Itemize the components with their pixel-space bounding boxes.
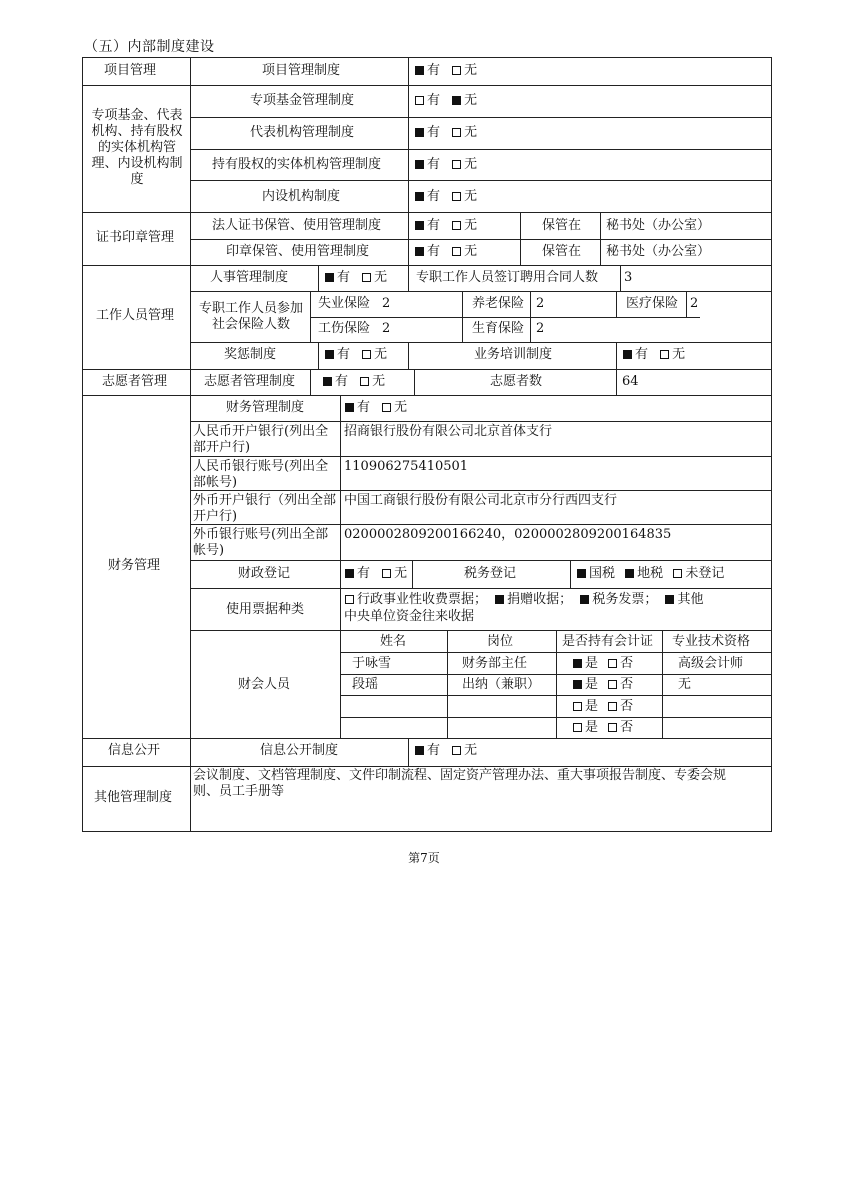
column-qualification: 专业技术资格 (672, 634, 751, 649)
insurance-label: 专职工作人员参加社会保险人数 (198, 301, 303, 332)
rmb-bank: 招商银行股份有限公司北京首体支行 (344, 424, 553, 439)
column-cert: 是否持有会计证 (562, 634, 654, 649)
checkbox-empty-icon (345, 595, 354, 604)
other-policies-text: 会议制度、文档管理制度、文件印制流程、固定资产管理办法、重大事项报告制度、专委会规则、员工手册等 (193, 768, 727, 799)
checkbox-empty-icon (573, 702, 582, 711)
checkbox-empty-icon (452, 128, 461, 137)
section-other: 其他管理制度 (94, 790, 173, 805)
checkbox-empty-icon (360, 377, 369, 386)
section-volunteer: 志愿者管理 (102, 374, 168, 389)
checkbox-empty-icon (660, 350, 669, 359)
checkbox-checked-icon (415, 221, 424, 230)
person-post: 出纳（兼职） (462, 677, 541, 692)
equity-entity-option: 有 无 (414, 157, 477, 173)
contract-count: 3 (624, 270, 633, 285)
disclosure-policy-option: 有 无 (414, 743, 477, 759)
volunteer-count-label: 志愿者数 (490, 374, 543, 389)
bill-option-central: 中央单位资金往来收据 (344, 609, 475, 624)
fx-bank: 中国工商银行股份有限公司北京市分行西四支行 (344, 493, 618, 508)
checkbox-empty-icon (452, 247, 461, 256)
checkbox-empty-icon (452, 221, 461, 230)
checkbox-checked-icon (345, 403, 354, 412)
rmb-bank-label: 人民币开户银行(列出全部开户行) (193, 424, 329, 455)
checkbox-checked-icon (573, 680, 582, 689)
maternity-value: 2 (536, 321, 545, 336)
bill-options: 行政事业性收费票据； 捐赠收据； 税务发票； 其他 (344, 592, 703, 608)
medical-label: 医疗保险 (626, 296, 679, 311)
seal-policy-label: 印章保管、使用管理制度 (226, 244, 370, 259)
section-cert: 证书印章管理 (96, 230, 175, 245)
hr-policy-option: 有 无 (324, 270, 387, 286)
fx-account: 0200002809200166240，0200002809200164835 (344, 527, 672, 542)
fiscal-label: 财政登记 (238, 566, 291, 581)
contract-label: 专职工作人员签订聘用合同人数 (416, 270, 599, 285)
checkbox-checked-icon (452, 96, 461, 105)
rep-office-label: 代表机构管理制度 (250, 125, 355, 140)
finance-policy-label: 财务管理制度 (226, 400, 305, 415)
rep-office-option: 有 无 (414, 125, 477, 141)
tax-label: 税务登记 (464, 566, 517, 581)
checkbox-empty-icon (452, 66, 461, 75)
checkbox-checked-icon (623, 350, 632, 359)
fx-bank-label: 外币开户银行（列出全部开户行) (193, 493, 337, 524)
training-policy-label: 业务培训制度 (474, 347, 553, 362)
special-fund-option: 有 无 (414, 93, 477, 109)
page-heading: （五）内部制度建设 (84, 39, 215, 55)
checkbox-empty-icon (382, 403, 391, 412)
person-qualification: 无 (678, 677, 692, 692)
column-name: 姓名 (380, 634, 407, 649)
column-post: 岗位 (487, 634, 514, 649)
volunteer-policy-label: 志愿者管理制度 (204, 374, 296, 389)
checkbox-checked-icon (325, 273, 334, 282)
person-cert: 是 否 (572, 699, 633, 715)
page-number: 第7页 (408, 851, 440, 865)
person-qualification: 高级会计师 (678, 656, 744, 671)
hr-policy-label: 人事管理制度 (210, 270, 289, 285)
person-name: 于咏雪 (352, 656, 392, 671)
person-cert: 是 否 (572, 677, 633, 693)
checkbox-empty-icon (673, 569, 682, 578)
checkbox-checked-icon (495, 595, 504, 604)
cert-keeper: 秘书处（办公室） (606, 218, 711, 233)
checkbox-checked-icon (415, 247, 424, 256)
checkbox-empty-icon (608, 702, 617, 711)
unemployment-label: 失业保险 (318, 296, 371, 311)
seal-keeper-label: 保管在 (542, 244, 582, 259)
checkbox-empty-icon (608, 723, 617, 732)
rmb-account-label: 人民币银行账号(列出全部帐号) (193, 459, 329, 490)
project-policy-label: 项目管理制度 (262, 63, 341, 78)
person-name: 段瑶 (352, 677, 379, 692)
checkbox-checked-icon (415, 746, 424, 755)
checkbox-empty-icon (415, 96, 424, 105)
person-post: 财务部主任 (462, 656, 528, 671)
checkbox-empty-icon (382, 569, 391, 578)
section-staff: 工作人员管理 (96, 308, 175, 323)
checkbox-empty-icon (452, 192, 461, 201)
checkbox-checked-icon (580, 595, 589, 604)
rmb-account: 110906275410501 (344, 459, 469, 474)
injury-label: 工伤保险 (318, 321, 371, 336)
internal-org-label: 内设机构制度 (262, 189, 341, 204)
section-special: 专项基金、代表机构、持有股权的实体机构管理、内设机构制度 (91, 108, 183, 187)
reward-policy-label: 奖惩制度 (224, 347, 277, 362)
reward-policy-option: 有 无 (324, 347, 387, 363)
training-policy-option: 有 无 (622, 347, 685, 363)
tax-option: 国税 地税 未登记 (576, 566, 724, 582)
checkbox-checked-icon (573, 659, 582, 668)
pension-value: 2 (536, 296, 545, 311)
equity-entity-label: 持有股权的实体机构管理制度 (212, 157, 382, 172)
checkbox-checked-icon (577, 569, 586, 578)
checkbox-empty-icon (362, 273, 371, 282)
volunteer-policy-option: 有 无 (322, 374, 385, 390)
disclosure-policy-label: 信息公开制度 (260, 743, 339, 758)
fiscal-option: 有 无 (344, 566, 407, 582)
checkbox-checked-icon (415, 66, 424, 75)
maternity-label: 生育保险 (472, 321, 525, 336)
checkbox-empty-icon (608, 680, 617, 689)
checkbox-checked-icon (323, 377, 332, 386)
section-finance: 财务管理 (108, 558, 161, 573)
volunteer-count: 64 (622, 374, 639, 389)
medical-value: 2 (690, 296, 699, 311)
person-cert: 是 否 (572, 720, 633, 736)
internal-org-option: 有 无 (414, 189, 477, 205)
fx-account-label: 外币银行账号(列出全部帐号) (193, 527, 329, 558)
cert-keeper-label: 保管在 (542, 218, 582, 233)
accounting-label: 财会人员 (238, 677, 291, 692)
checkbox-checked-icon (415, 160, 424, 169)
checkbox-empty-icon (452, 746, 461, 755)
checkbox-checked-icon (345, 569, 354, 578)
person-cert: 是 否 (572, 656, 633, 672)
pension-label: 养老保险 (472, 296, 525, 311)
finance-policy-option: 有 无 (344, 400, 407, 416)
project-policy-option: 有 无 (414, 63, 477, 79)
unemployment-value: 2 (382, 296, 391, 311)
section-project: 项目管理 (104, 63, 157, 78)
cert-policy-option: 有 无 (414, 218, 477, 234)
checkbox-checked-icon (325, 350, 334, 359)
checkbox-empty-icon (573, 723, 582, 732)
checkbox-empty-icon (608, 659, 617, 668)
checkbox-empty-icon (362, 350, 371, 359)
seal-policy-option: 有 无 (414, 244, 477, 260)
checkbox-checked-icon (665, 595, 674, 604)
special-fund-label: 专项基金管理制度 (250, 93, 355, 108)
cert-policy-label: 法人证书保管、使用管理制度 (212, 218, 382, 233)
checkbox-checked-icon (415, 128, 424, 137)
bill-label: 使用票据种类 (226, 602, 305, 617)
checkbox-checked-icon (625, 569, 634, 578)
checkbox-empty-icon (452, 160, 461, 169)
section-disclosure: 信息公开 (108, 743, 161, 758)
seal-keeper: 秘书处（办公室） (606, 244, 711, 259)
checkbox-checked-icon (415, 192, 424, 201)
injury-value: 2 (382, 321, 391, 336)
